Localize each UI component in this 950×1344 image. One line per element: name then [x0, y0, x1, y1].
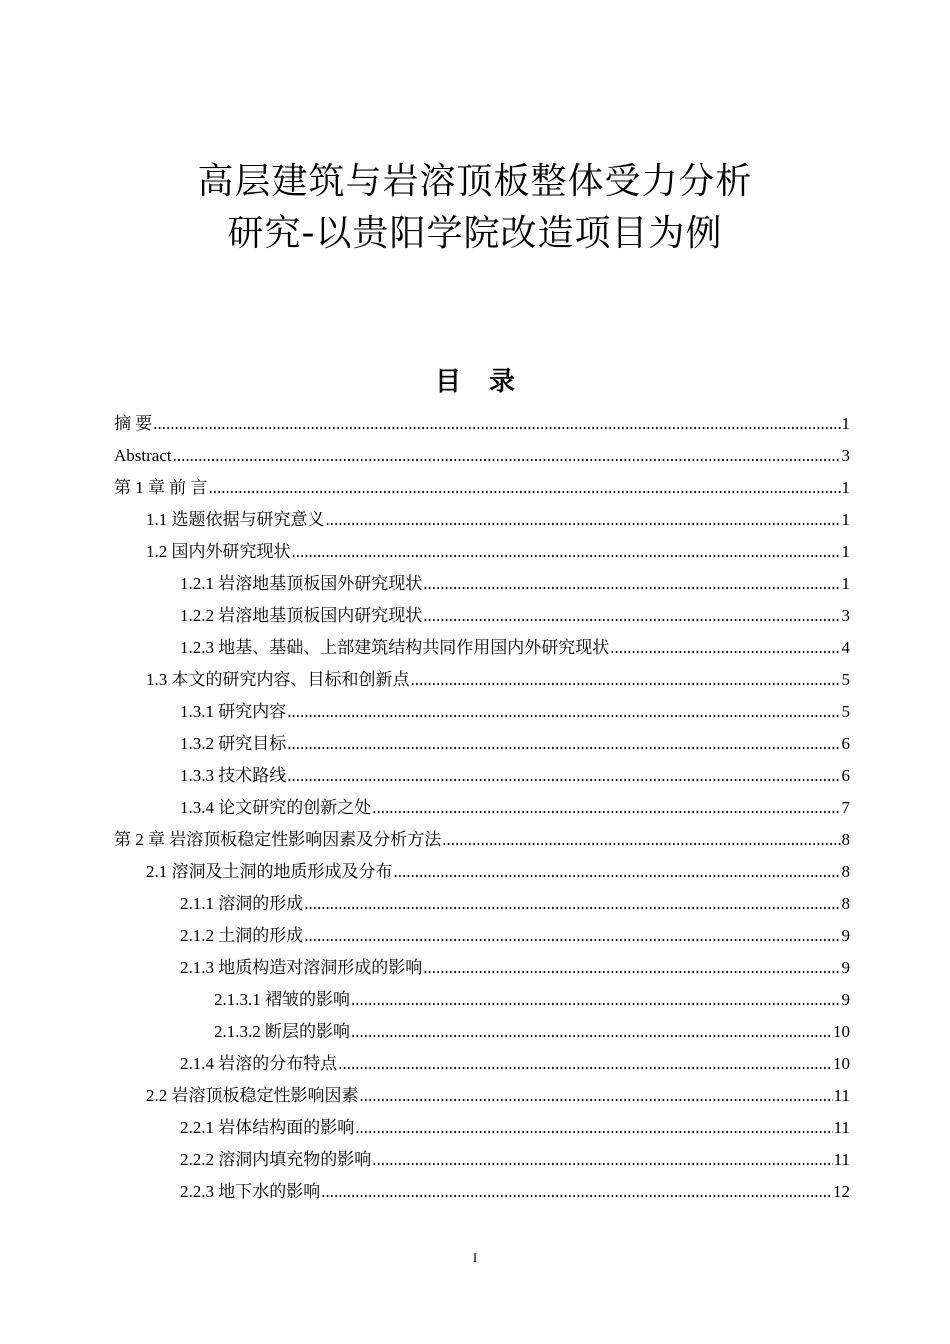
document-title-line-1: 高层建筑与岩溶顶板整体受力分析: [197, 161, 753, 202]
toc-leader-dots: [610, 632, 840, 664]
toc-entry-label: 1.2.1 岩溶地基顶板国外研究现状: [180, 574, 423, 593]
toc-entry-label: 2.1.3.1 褶皱的影响: [214, 990, 350, 1009]
toc-entry-label: 1.3 本文的研究内容、目标和创新点: [146, 670, 410, 689]
toc-entry[interactable]: [114, 888, 850, 920]
toc-entry-label: 2.1.4 岩溶的分布特点: [180, 1054, 338, 1073]
toc-entry-page: 1: [841, 574, 850, 593]
toc-leader-dots: [360, 1080, 833, 1112]
toc-entry-label: 2.2 岩溶顶板稳定性影响因素: [146, 1086, 359, 1105]
toc-entry-label: 2.2.2 溶洞内填充物的影响: [180, 1150, 372, 1169]
toc-entry-page: 1: [841, 542, 850, 561]
toc-entry-page: 9: [841, 990, 850, 1009]
toc-entry-label: 1.3.3 技术路线: [180, 766, 287, 785]
toc-leader-dots: [394, 856, 841, 888]
toc-entry-page: 10: [833, 1022, 850, 1041]
toc-entry-label: 1.1 选题依据与研究意义: [146, 510, 325, 529]
toc-entry-page: 11: [833, 1118, 850, 1137]
toc-entry[interactable]: [114, 504, 850, 536]
toc-entry[interactable]: [114, 792, 850, 824]
toc-entry-page: 8: [841, 830, 850, 849]
toc-entry[interactable]: [114, 984, 850, 1016]
table-of-contents: [114, 408, 850, 1208]
toc-entry-label: 2.1 溶洞及土洞的地质形成及分布: [146, 862, 393, 881]
toc-leader-dots: [173, 440, 841, 472]
toc-entry-page: 6: [841, 734, 850, 753]
toc-entry[interactable]: [114, 1048, 850, 1080]
toc-entry-page: 11: [833, 1086, 850, 1105]
toc-entry-page: 12: [833, 1182, 850, 1201]
toc-leader-dots: [351, 1016, 832, 1048]
toc-leader-dots: [304, 888, 840, 920]
toc-entry[interactable]: [114, 824, 850, 856]
toc-leader-dots: [287, 760, 840, 792]
toc-entry-page: 9: [841, 926, 850, 945]
toc-entry[interactable]: [114, 952, 850, 984]
toc-leader-dots: [442, 824, 840, 856]
toc-entry-label: 第 1 章 前 言: [114, 478, 208, 497]
toc-leader-dots: [423, 952, 840, 984]
toc-entry-page: 8: [841, 862, 850, 881]
toc-entry-label: 2.1.3.2 断层的影响: [214, 1022, 350, 1041]
toc-entry-page: 8: [841, 894, 850, 913]
toc-entry-page: 6: [841, 766, 850, 785]
toc-entry-page: 1: [841, 414, 850, 433]
toc-entry[interactable]: [114, 728, 850, 760]
toc-entry[interactable]: [114, 1016, 850, 1048]
toc-entry-label: 2.2.1 岩体结构面的影响: [180, 1118, 355, 1137]
toc-entry-page: 11: [833, 1150, 850, 1169]
toc-leader-dots: [287, 696, 840, 728]
toc-entry-label: 1.2 国内外研究现状: [146, 542, 291, 561]
toc-entry[interactable]: [114, 472, 850, 504]
toc-leader-dots: [338, 1048, 832, 1080]
toc-entry-label: 第 2 章 岩溶顶板稳定性影响因素及分析方法: [114, 830, 442, 849]
toc-leader-dots: [423, 600, 840, 632]
toc-heading: [0, 364, 950, 400]
toc-entry[interactable]: [114, 1080, 850, 1112]
toc-leader-dots: [292, 536, 841, 568]
document-title-line-2: 研究-以贵阳学院改造项目为例: [227, 213, 723, 254]
toc-leader-dots: [287, 728, 840, 760]
toc-entry[interactable]: [114, 856, 850, 888]
toc-leader-dots: [423, 568, 840, 600]
toc-entry-label: 1.2.2 岩溶地基顶板国内研究现状: [180, 606, 423, 625]
toc-heading-char-1: 目: [434, 367, 461, 397]
toc-entry-page: 1: [841, 510, 850, 529]
toc-entry[interactable]: [114, 696, 850, 728]
toc-entry-page: 4: [841, 638, 850, 657]
toc-heading-char-2: 录: [489, 367, 516, 397]
toc-leader-dots: [411, 664, 841, 696]
toc-leader-dots: [321, 1176, 832, 1208]
toc-entry-page: 3: [841, 446, 850, 465]
toc-entry-page: 1: [841, 478, 850, 497]
toc-entry-label: 1.3.2 研究目标: [180, 734, 287, 753]
toc-entry-page: 3: [841, 606, 850, 625]
toc-entry[interactable]: [114, 1176, 850, 1208]
toc-entry-label: Abstract: [114, 446, 172, 465]
toc-leader-dots: [304, 920, 840, 952]
toc-entry-page: 7: [841, 798, 850, 817]
toc-entry-label: 2.2.3 地下水的影响: [180, 1182, 321, 1201]
toc-entry[interactable]: [114, 632, 850, 664]
toc-leader-dots: [372, 1144, 832, 1176]
toc-entry-page: 5: [841, 702, 850, 721]
toc-entry[interactable]: [114, 664, 850, 696]
toc-entry-page: 9: [841, 958, 850, 977]
toc-entry[interactable]: [114, 1144, 850, 1176]
toc-entry[interactable]: [114, 536, 850, 568]
toc-entry-label: 1.2.3 地基、基础、上部建筑结构共同作用国内外研究现状: [180, 638, 610, 657]
toc-entry[interactable]: [114, 1112, 850, 1144]
toc-entry-label: 2.1.3 地质构造对溶洞形成的影响: [180, 958, 423, 977]
toc-entry-label: 2.1.2 土洞的形成: [180, 926, 304, 945]
toc-entry-label: 2.1.1 溶洞的形成: [180, 894, 304, 913]
toc-leader-dots: [209, 472, 841, 504]
toc-leader-dots: [355, 1112, 832, 1144]
toc-leader-dots: [153, 408, 840, 440]
toc-entry-label: 1.3.4 论文研究的创新之处: [180, 798, 372, 817]
toc-entry[interactable]: [114, 760, 850, 792]
toc-leader-dots: [351, 984, 841, 1016]
toc-entry-page: 10: [833, 1054, 850, 1073]
toc-entry[interactable]: [114, 440, 850, 472]
toc-entry-page: 5: [841, 670, 850, 689]
toc-entry[interactable]: [114, 568, 850, 600]
page-number: I: [472, 1250, 478, 1265]
toc-entry-label: 摘 要: [114, 414, 153, 433]
toc-entry[interactable]: [114, 408, 850, 440]
toc-leader-dots: [326, 504, 841, 536]
toc-leader-dots: [372, 792, 840, 824]
toc-entry-label: 1.3.1 研究内容: [180, 702, 287, 721]
toc-entry[interactable]: [114, 920, 850, 952]
toc-entry[interactable]: [114, 600, 850, 632]
